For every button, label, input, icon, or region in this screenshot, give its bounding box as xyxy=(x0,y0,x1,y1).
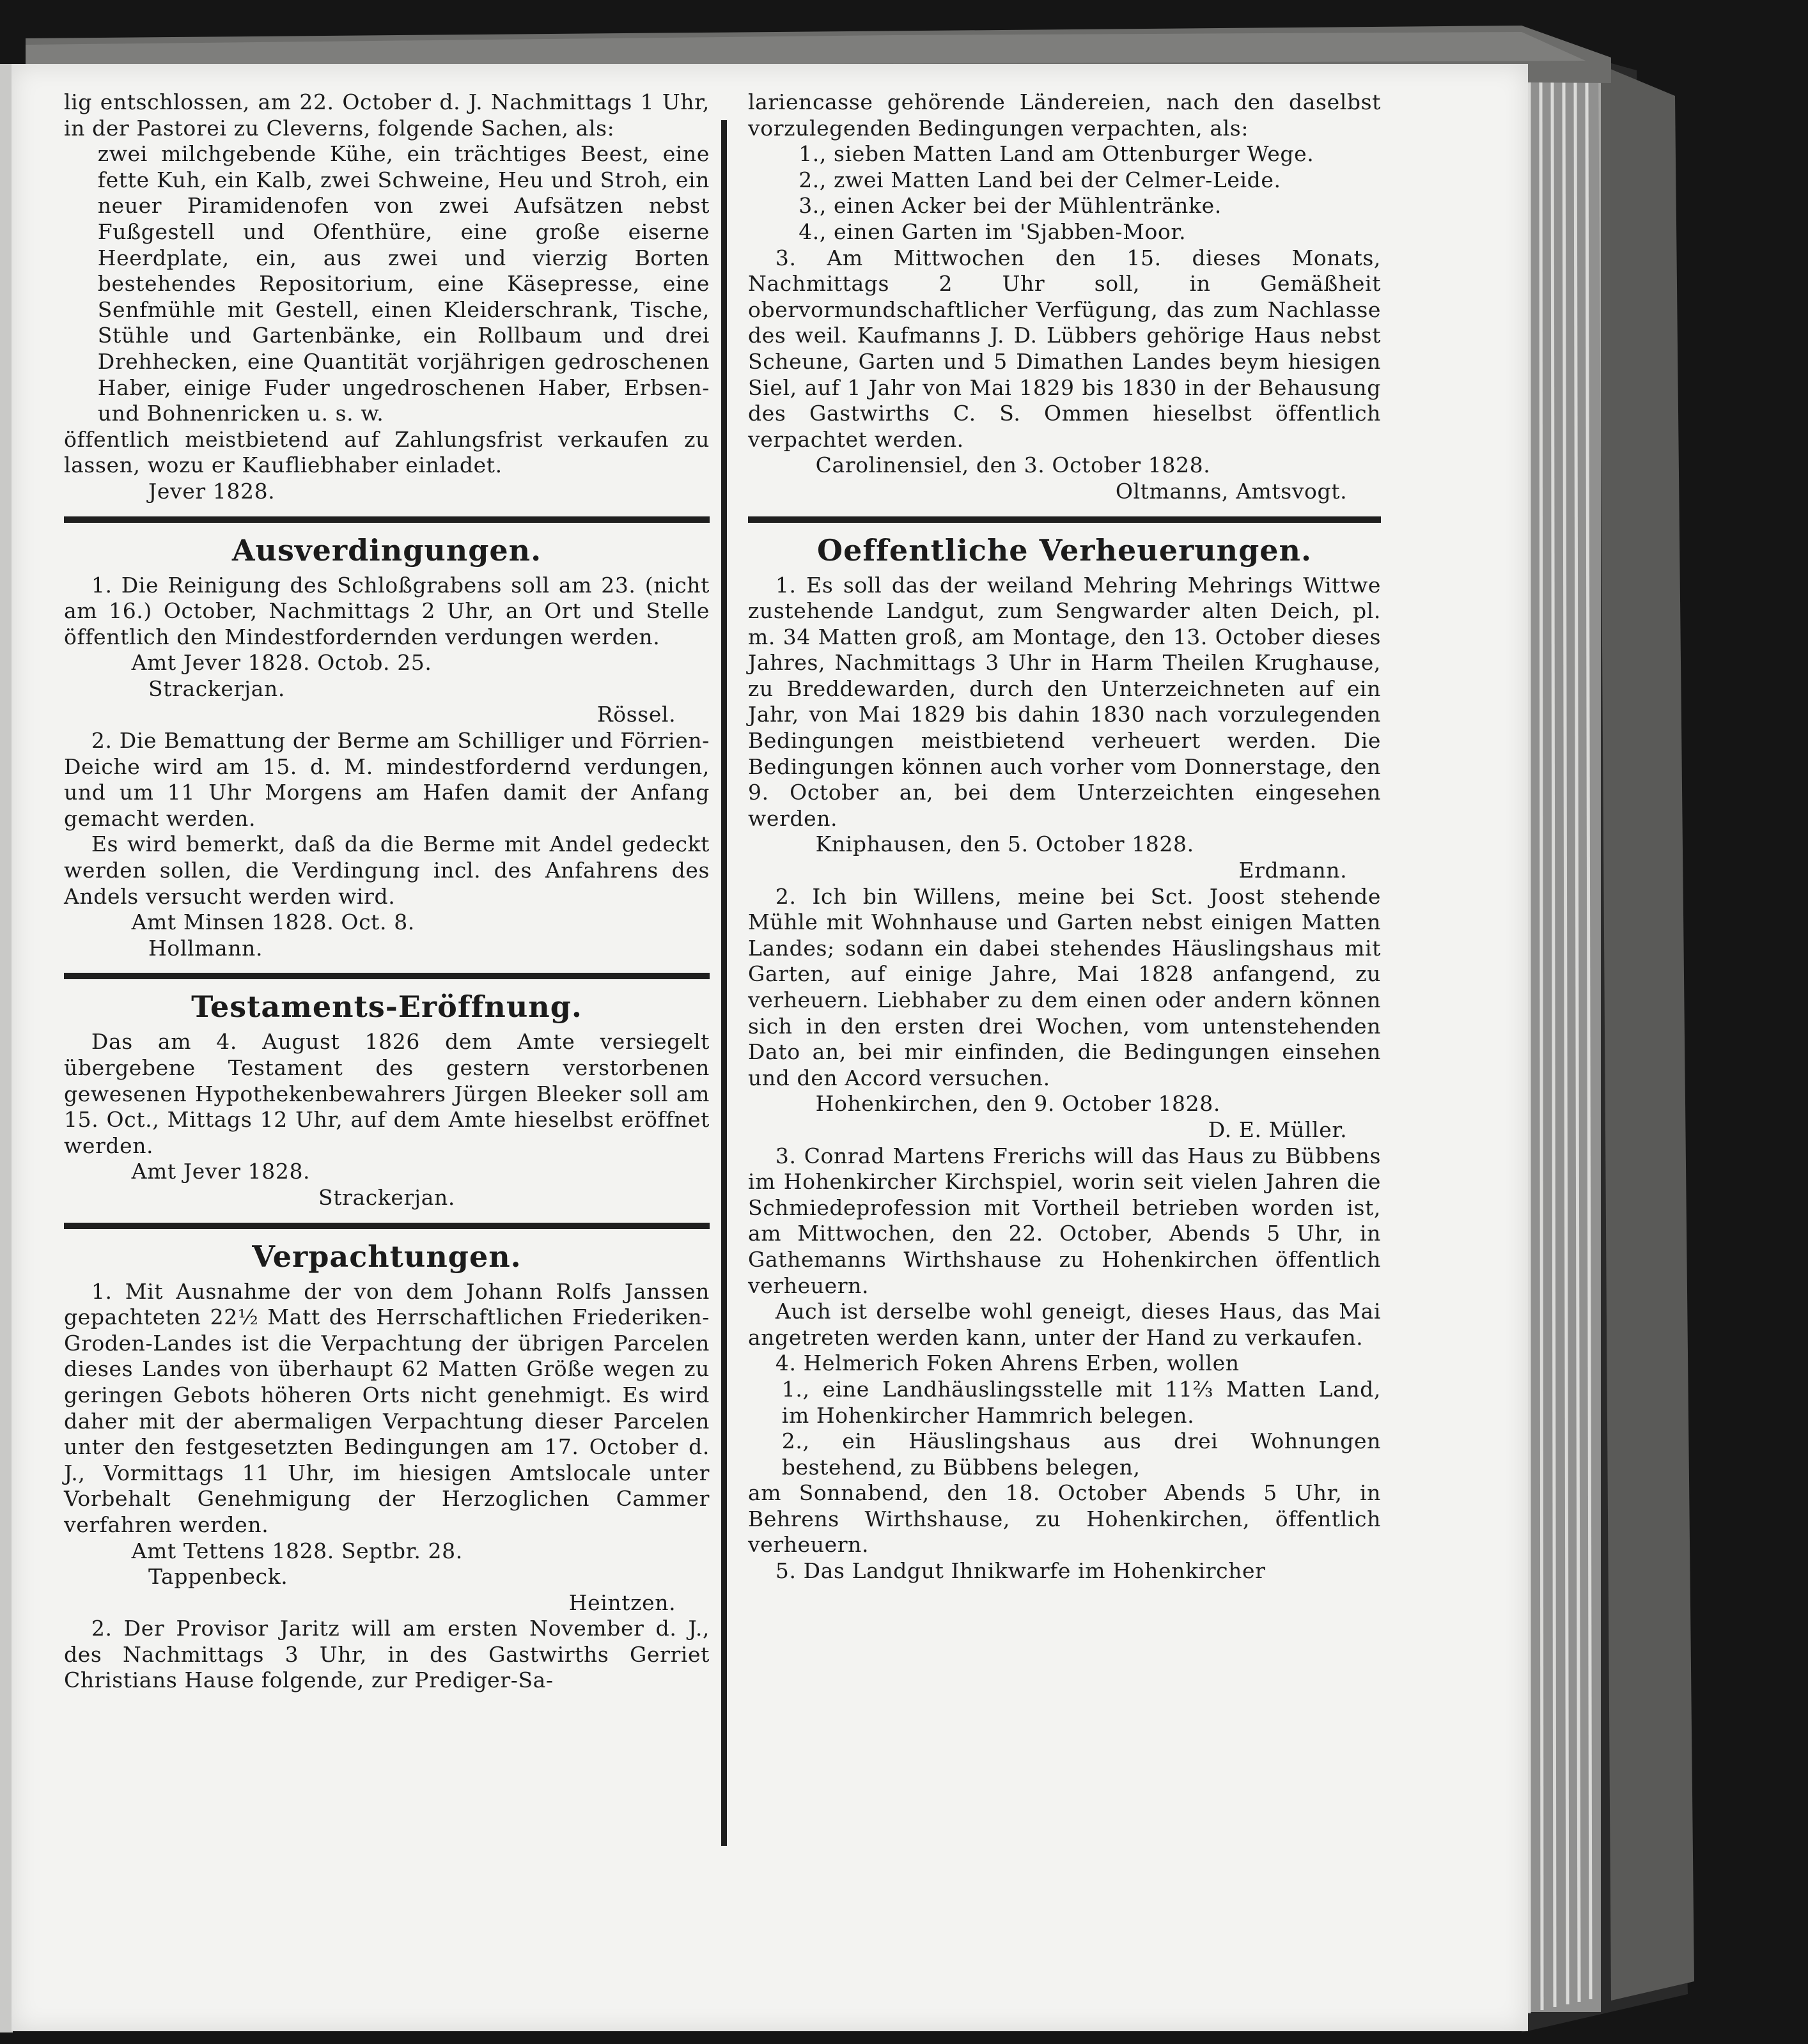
right-column xyxy=(748,89,1381,1584)
verpachtung-2: 2. Der Provisor Jaritz will am ersten November d. J., des Nachmittags 3 Uhr, in des Gastwirths Gerriet Christians Hause folgende, zur Prediger-Sa- xyxy=(64,1616,710,1693)
ausverdingung-1-date: Amt Jever 1828. Octob. 25. xyxy=(131,650,432,676)
verheuerung-3: 3. Conrad Martens Frerichs will das Haus zu Bübbens im Hohenkircher Kirchspiel, worin seit vielen Jahren die Schmiedeprofession mit Vortheil betrieben worden ist, am Mittwochen, den 22. October, Abends 5 Uhr, in Gathemanns Wirthshause zu Hohenkirchen öffentlich verheuern. xyxy=(748,1143,1381,1298)
testament-date: Amt Jever 1828. xyxy=(131,1159,311,1184)
verheuerung-4-item: 2., ein Häuslingshaus aus drei Wohnungen bestehend, zu Bübbens belegen, xyxy=(781,1428,1381,1480)
section-rule xyxy=(64,516,710,523)
verheuerung-3-note: Auch ist derselbe wohl geneigt, dieses Haus, das Mai angetreten werden kann, unter der Hand zu verkaufen. xyxy=(748,1299,1381,1350)
verpachtung-3-signature: Oltmanns, Amtsvogt. xyxy=(1115,478,1348,504)
ausverdingung-2: 2. Die Bemattung der Berme am Schilliger und Förrien-Deiche wird am 15. d. M. mindestfordernd verdungen, und um 11 Uhr Morgens am Hafen damit der Anfang gemacht werden. xyxy=(64,728,710,831)
verpachtung-list-item: 1., sieben Matten Land am Ottenburger Wege. xyxy=(799,141,1314,167)
verheuerung-1-signature: Erdmann. xyxy=(1238,858,1348,883)
ausverdingung-2-date: Amt Minsen 1828. Oct. 8. xyxy=(131,910,415,935)
auction-items: zwei milchgebende Kühe, ein trächtiges Beest, eine fette Kuh, ein Kalb, zwei Schweine, Heu und Stroh, ein neuer Piramidenofen von zwei Aufsätzen nebst Fußgestell und Ofenthüre, eine große eiserne Heerdplate, ein, aus zwei und vierzig Borten bestehendes Repositorium, eine Käsepresse, eine Senfmühle mit Gestell, einen Kleiderschrank, Tische, Stühle und Gartenbänke, ein Rollbaum und drei Drehhecken, eine Quantität vorjährigen gedroschenen Haber, einige Fuder ungedroschenen Haber, Erbsen- und Bohnenricken u. s. w. xyxy=(97,141,710,426)
ausverdingung-1-signature-2: Rössel. xyxy=(596,702,676,727)
ausverdingung-2-signature: Hollmann. xyxy=(148,935,263,961)
verheuerung-5: 5. Das Landgut Ihnikwarfe im Hohenkircher xyxy=(775,1558,1266,1584)
verheuerung-4-item: 1., eine Landhäuslingsstelle mit 11⅔ Matten Land, im Hohenkircher Hammrich belegen. xyxy=(781,1376,1381,1428)
auction-intro: lig entschlossen, am 22. October d. J. Nachmittags 1 Uhr, in der Pastorei zu Cleverns, folgende Sachen, als: xyxy=(64,89,710,141)
verheuerung-2-signature: D. E. Müller. xyxy=(1208,1117,1348,1142)
verheuerung-1: 1. Es soll das der weiland Mehring Mehrings Wittwe zustehende Landgut, zum Sengwarder alten Deich, pl. m. 34 Matten groß, am Montage, den 13. October dieses Jahres, Nachmittags 3 Uhr in Harm Theilen Krughause, zu Breddewarden, durch den Unterzeichneten auf ein Jahr, von Mai 1829 bis dahin 1830 nach vorzulegenden Bedingungen meistbietend verheuert werden. Die Bedingungen können auch vorher vom Donnerstage, den 9. October an, bei dem Unterzeichten eingesehen werden. xyxy=(748,572,1381,831)
verpachtung-2-continued: lariencasse gehörende Ländereien, nach den daselbst vorzulegenden Bedingungen verpachten, als: xyxy=(748,89,1381,141)
verheuerung-4: 4. Helmerich Foken Ahrens Erben, wollen xyxy=(775,1351,1240,1376)
ausverdingung-1: 1. Die Reinigung des Schloßgrabens soll am 23. (nicht am 16.) October, Nachmittags 2 Uhr, an Ort und Stelle öffentlich den Mindestfordernden verdungen werden. xyxy=(64,572,710,649)
auction-outro: öffentlich meistbietend auf Zahlungsfrist verkaufen zu lassen, wozu er Kaufliebhaber einladet. xyxy=(64,426,710,478)
ausverdingung-2-note: Es wird bemerkt, daß da die Berme mit Andel gedeckt werden sollen, die Verdingung incl. des Anfahrens des Andels versucht werden wird. xyxy=(64,832,710,909)
document-page xyxy=(12,64,1528,2031)
verpachtung-1-date: Amt Tettens 1828. Septbr. 28. xyxy=(131,1538,463,1563)
verheuerung-1-date: Kniphausen, den 5. October 1828. xyxy=(815,832,1194,857)
section-rule xyxy=(748,516,1381,523)
verpachtung-1: 1. Mit Ausnahme der von dem Johann Rolfs Janssen gepachteten 22½ Matt des Herrschaftlichen Friederiken-Groden-Landes ist die Verpachtung der übrigen Parcelen dieses Landes von überhaupt 62 Matten Größe wegen zu geringen Gebots höheren Orts nicht genehmigt. Es wird daher mit der abermaligen Verpachtung dieser Parcelen unter den festgesetzten Bedingungen am 17. October d. J., Vormittags 11 Uhr, im hiesigen Amtslocale unter Vorbehalt Genehmigung der Herzoglichen Cammer verfahren werden. xyxy=(64,1278,710,1537)
verpachtung-3: 3. Am Mittwochen den 15. dieses Monats, Nachmittags 2 Uhr soll, in Gemäßheit obervormundschaftlicher Verfügung, das zum Nachlasse des weil. Kaufmanns J. D. Lübbers gehörige Haus nebst Scheune, Garten und 5 Dimathen Landes beym hiesigen Siel, auf 1 Jahr von Mai 1829 bis 1830 in der Behausung des Gastwirths C. S. Ommen hieselbst öffentlich verpachtet werden. xyxy=(748,245,1381,452)
heading-ausverdingungen: Ausverdingungen. xyxy=(231,532,542,568)
verpachtung-1-signature-1: Tappenbeck. xyxy=(148,1564,288,1590)
verpachtung-list-item: 2., zwei Matten Land bei der Celmer-Leide. xyxy=(799,167,1281,192)
verheuerung-2: 2. Ich bin Willens, meine bei Sct. Joost stehende Mühle mit Wohnhause und Garten nebst einigen Matten Landes; sodann ein dabei stehendes Häuslingshaus mit Garten, auf einige Jahre, Mai 1828 anfangend, zu verheuern. Liebhaber zu dem einen oder andern können sich in den ersten drei Wochen, vom untenstehenden Dato an, bei mir einfinden, die Bedingungen einsehen und den Accord versuchen. xyxy=(748,883,1381,1090)
heading-verpachtungen: Verpachtungen. xyxy=(252,1239,522,1274)
heading-verheuerungen: Oeffentliche Verheuerungen. xyxy=(817,532,1312,568)
verpachtung-list-item: 3., einen Acker bei der Mühlentränke. xyxy=(799,193,1222,219)
section-rule xyxy=(64,973,710,979)
verpachtung-1-signature-2: Heintzen. xyxy=(568,1590,676,1615)
ausverdingung-1-signature-1: Strackerjan. xyxy=(148,676,285,701)
left-column xyxy=(64,89,710,1694)
verpachtung-3-date: Carolinensiel, den 3. October 1828. xyxy=(815,453,1211,478)
testament-signature: Strackerjan. xyxy=(318,1184,455,1210)
column-divider xyxy=(721,120,727,1846)
verpachtung-list-item: 4., einen Garten im 'Sjabben-Moor. xyxy=(799,219,1187,244)
heading-testament: Testaments-Eröffnung. xyxy=(191,989,582,1025)
verheuerung-4-end: am Sonnabend, den 18. October Abends 5 Uhr, in Behrens Wirthshause, zu Hohenkirchen, öffentlich verheuern. xyxy=(748,1480,1381,1558)
testament-text: Das am 4. August 1826 dem Amte versiegelt übergebene Testament des gestern verstorbenen gewesenen Hypothekenbewahrers Jürgen Bleeker soll am 15. Oct., Mittags 12 Uhr, auf dem Amte hieselbst eröffnet werden. xyxy=(64,1029,710,1158)
auction-place: Jever 1828. xyxy=(148,478,276,504)
verheuerung-2-date: Hohenkirchen, den 9. October 1828. xyxy=(815,1091,1220,1117)
section-rule xyxy=(64,1223,710,1229)
